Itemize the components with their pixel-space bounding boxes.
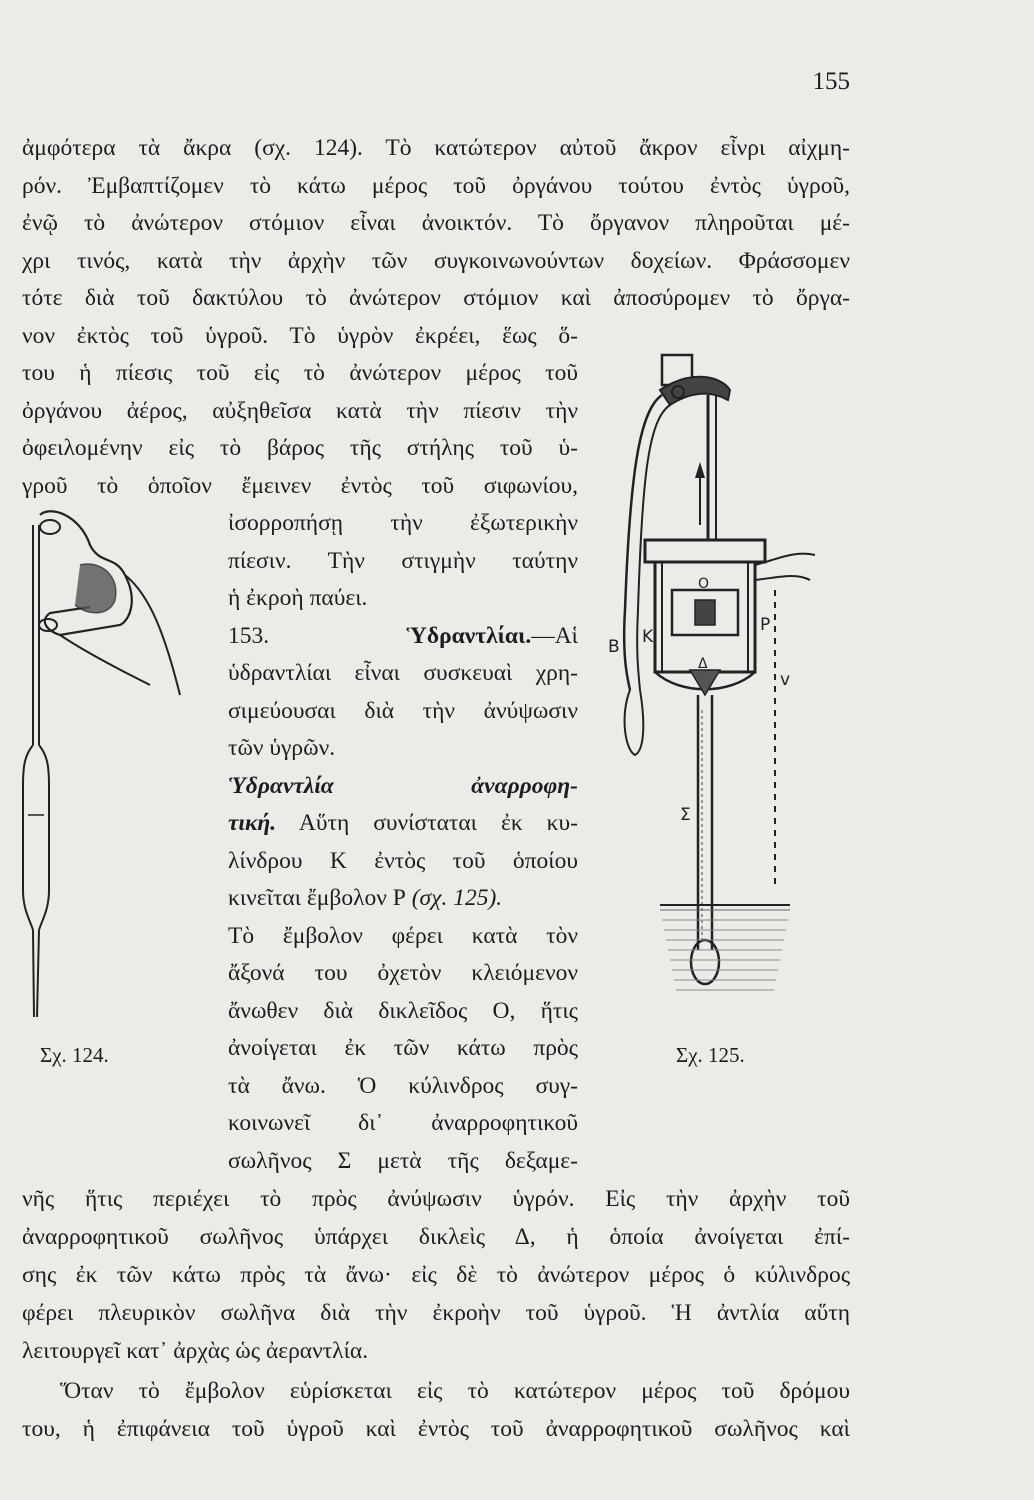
label-K: Κ: [642, 627, 654, 647]
section-heading-line: 153. Ὑδραντλίαι.—Αἱ: [228, 623, 578, 649]
label-B: Β: [608, 637, 620, 657]
text-line: χρι τινός, κατὰ τὴν ἀρχὴν τῶν συγκοινωνούντων δοχείων. Φράσσομεν: [22, 248, 850, 274]
text-line: ὀργάνου ἀέρος, αὐξηθεῖσα κατὰ τὴν πίεσιν τὴν: [22, 398, 578, 424]
figure-125-suction-pump: [600, 350, 820, 1040]
text-line: ἄνωθεν διὰ δικλεῖδος Ο, ἥτις: [228, 998, 578, 1024]
text-line: νῆς ἥτις περιέχει τὸ πρὸς ἀνύψωσιν ὑγρόν. Εἰς τὴν ἀρχὴν τοῦ: [22, 1186, 850, 1212]
text-line: τότε διὰ τοῦ δακτύλου τὸ ἀνώτερον στόμιον καὶ ἀποσύρομεν τὸ ὄργα-: [22, 285, 850, 311]
text-line: Τὸ ἔμβολον φέρει κατὰ τὸν: [228, 923, 578, 949]
text-line: νον ἐκτὸς τοῦ ὑγροῦ. Τὸ ὑγρὸν ἐκρέει, ἕως ὅ-: [22, 323, 578, 349]
figure-reference: (σχ. 125).: [411, 885, 503, 911]
text-line: τὰ ἄνω. Ὁ κύλινδρος συγ-: [228, 1073, 578, 1099]
page-number: 155: [812, 68, 850, 95]
figure-124-caption: Σχ. 124.: [40, 1043, 109, 1067]
section-number: 153.: [228, 623, 270, 649]
text-line: ρόν. Ἐμβαπτίζομεν τὸ κάτω μέρος τοῦ ὀργάνου τούτου ἐντὸς ὑγροῦ,: [22, 173, 850, 199]
label-v: v: [780, 670, 791, 690]
text-line: ἄξονά του ὀχετὸν κλειόμενον: [228, 960, 578, 986]
text-line: κοινωνεῖ δι᾽ ἀναρροφητικοῦ: [228, 1110, 578, 1136]
text-line: ἐνῷ τὸ ἀνώτερον στόμιον εἶναι ἀνοικτόν. Τὸ ὄργανον πληροῦται μέ-: [22, 210, 850, 236]
text-line: τῶν ὑγρῶν.: [228, 735, 336, 761]
text-line: σιμεύουσαι διὰ τὴν ἀνύψωσιν: [228, 698, 578, 724]
text-line: τική. Αὕτη συνίσταται ἐκ κυ-: [228, 810, 578, 836]
text-line: ὀφειλομένην εἰς τὸ βάρος τῆς στήλης τοῦ ὑ-: [22, 435, 578, 461]
text-line: του, ἡ ἐπιφάνεια τοῦ ὑγροῦ καὶ ἐντὸς τοῦ ἀναρροφητικοῦ σωλῆνος καὶ: [22, 1416, 850, 1442]
text-line: ὑδραντλίαι εἶναι συσκευαὶ χρη-: [228, 660, 578, 686]
text-line: σωλῆνος Σ μετὰ τῆς δεξαμε-: [228, 1148, 578, 1174]
text-line: ἡ ἐκροὴ παύει.: [228, 585, 368, 611]
text-line: κινεῖται ἔμβολον Ρ (σχ. 125).: [228, 885, 503, 911]
text-line: Ὅταν τὸ ἔμβολον εὑρίσκεται εἰς τὸ κατώτερον μέρος τοῦ δρόμου: [60, 1378, 850, 1404]
text-line: ἀναρροφητικοῦ σωλῆνος ὑπάρχει δικλεὶς Δ, ἡ ὁποία ἀνοίγεται ἐπί-: [22, 1224, 850, 1250]
text-line: λειτουργεῖ κατ᾽ ἀρχὰς ὡς ἀεραντλία.: [22, 1338, 369, 1364]
section-title: Ὑδραντλίαι.: [406, 623, 532, 649]
subsection-title: Ὑδραντλία ἀναρροφη-: [228, 773, 578, 799]
text-line: ἀνοίγεται ἐκ τῶν κάτω πρὸς: [228, 1035, 578, 1061]
label-O: Ο: [698, 576, 710, 592]
figure-124-pipette: [20, 505, 200, 1035]
label-S: Σ: [680, 805, 691, 825]
label-P: Ρ: [760, 615, 771, 635]
text-line: πίεσιν. Τὴν στιγμὴν ταύτην: [228, 548, 578, 574]
text-line: ἀμφότερα τὰ ἄκρα (σχ. 124). Τὸ κατώτερον αὐτοῦ ἄκρον εἶνρι αἰχμη-: [22, 135, 850, 161]
text-line: ἰσορροπήσῃ τὴν ἐξωτερικὴν: [228, 510, 578, 536]
label-D: Δ: [698, 656, 708, 672]
text-line: γροῦ τὸ ὁποῖον ἔμεινεν ἐντὸς τοῦ σιφωνίου,: [22, 473, 578, 499]
text-line: σης ἐκ τῶν κάτω πρὸς τὰ ἄνω· εἰς δὲ τὸ ἀνώτερον μέρος ὁ κύλινδρος: [22, 1262, 850, 1288]
text-line: φέρει πλευρικὸν σωλῆνα διὰ τὴν ἐκροὴν τοῦ ὑγροῦ. Ἡ ἀντλία αὕτη: [22, 1300, 850, 1326]
text-line: του ἡ πίεσις τοῦ εἰς τὸ ἀνώτερον μέρος τοῦ: [22, 360, 578, 386]
text-line: λίνδρου Κ ἐντὸς τοῦ ὁποίου: [228, 848, 578, 874]
figure-125-caption: Σχ. 125.: [676, 1043, 745, 1067]
